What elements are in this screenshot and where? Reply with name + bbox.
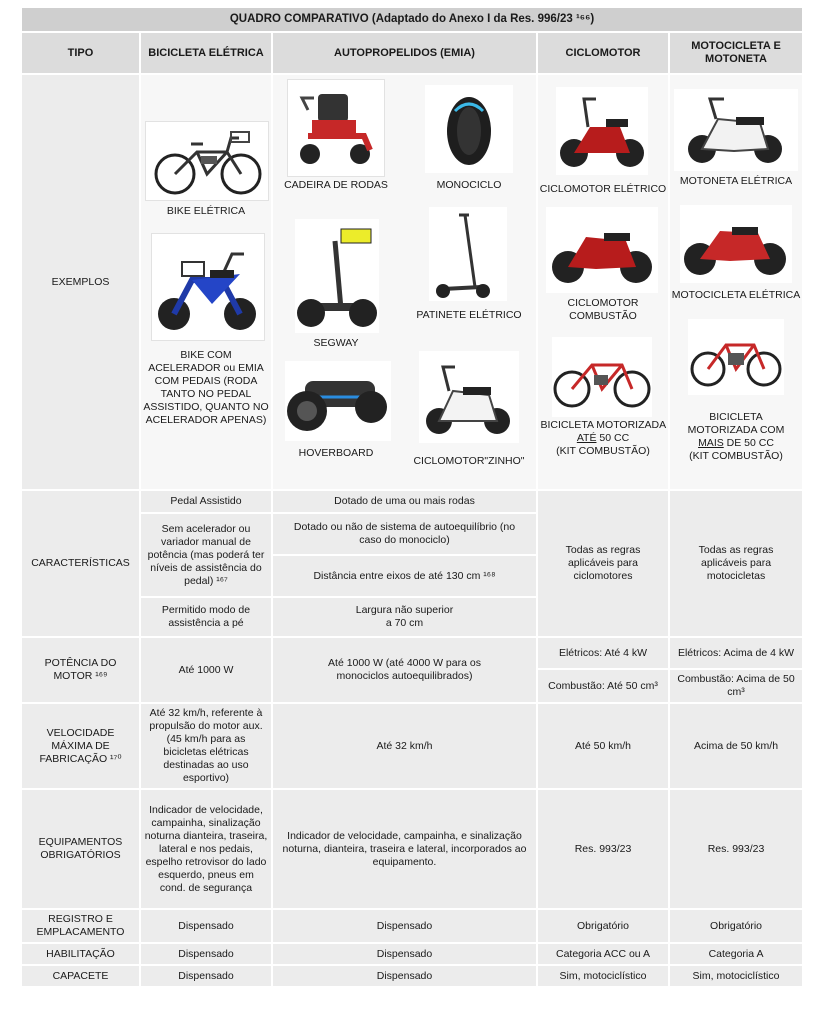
car-moto: Todas as regras aplicáveis para motocicletas <box>670 491 802 636</box>
caption-motocicleta-eletrica: MOTOCICLETA ELÉTRICA <box>671 289 801 301</box>
car-ciclo: Todas as regras aplicáveis para ciclomotores <box>538 491 668 636</box>
caption-bmm-mais: MAIS <box>698 437 724 449</box>
car-bike-pedal: Pedal Assistido <box>141 491 271 512</box>
car-emia-largura: Largura não superior a 70 cm <box>273 598 536 636</box>
car-emia-eixos: Distância entre eixos de até 130 cm ¹⁶⁸ <box>273 556 536 596</box>
header-autopropelidos: AUTOPROPELIDOS (EMIA) <box>273 33 536 73</box>
hab-bike: Dispensado <box>141 944 271 964</box>
row-label-velocidade: VELOCIDADE MÁXIMA DE FABRICAÇÃO ¹⁷⁰ <box>22 704 139 788</box>
caption-bike-acelerador: BIKE COM ACELERADOR ou EMIA COM PEDAIS (RODA TANTO NO PEDAL ASSISTIDO, QUANTO NO ACELERADOR APENAS) <box>143 349 269 426</box>
electric-scooter-moto-image <box>674 89 798 171</box>
caption-patinete-eletrico: PATINETE ELÉTRICO <box>416 309 522 321</box>
examples-moto-cell <box>670 75 802 489</box>
pot-emia: Até 1000 W (até 4000 W para os monociclos autoequilibrados) <box>273 638 536 702</box>
caption-motoneta-eletrica: MOTONETA ELÉTRICA <box>679 175 793 187</box>
reg-ciclo: Obrigatório <box>538 910 668 942</box>
caption-hoverboard: HOVERBOARD <box>298 447 374 459</box>
examples-ciclo-cell <box>538 75 668 489</box>
pot-bike: Até 1000 W <box>141 638 271 702</box>
vel-bike: Até 32 km/h, referente à propulsão do motor aux. (45 km/h para as bicicletas elétricas destinadas ao uso esportivo) <box>141 704 271 788</box>
monocycle-image <box>425 85 513 173</box>
wheelchair-image <box>287 79 385 177</box>
row-label-registro: REGISTRO E EMPLACAMENTO <box>22 910 139 942</box>
caption-bm-ate: ATÉ <box>576 432 597 444</box>
reg-bike: Dispensado <box>141 910 271 942</box>
hab-moto: Categoria A <box>670 944 802 964</box>
pot-ciclo-eletricos: Elétricos: Até 4 kW <box>538 638 668 668</box>
scooter-image <box>429 207 507 301</box>
vel-moto: Acima de 50 km/h <box>670 704 802 788</box>
caption-bm-50cc: 50 CC <box>599 432 630 444</box>
reg-emia: Dispensado <box>273 910 536 942</box>
cap-ciclo: Sim, motociclístico <box>538 966 668 986</box>
small-moped-image <box>419 351 519 443</box>
header-motocicleta: MOTOCICLETA E MOTONETA <box>670 33 802 73</box>
hab-ciclo: Categoria ACC ou A <box>538 944 668 964</box>
cap-bike: Dispensado <box>141 966 271 986</box>
vel-emia: Até 32 km/h <box>273 704 536 788</box>
electric-moped-image <box>556 87 648 175</box>
caption-monociclo: MONOCICLO <box>436 179 502 191</box>
header-bicicleta-eletrica: BICICLETA ELÉTRICA <box>141 33 271 73</box>
caption-bike-eletrica: BIKE ELÉTRICA <box>166 205 246 217</box>
caption-cadeira-de-rodas: CADEIRA DE RODAS <box>284 179 388 191</box>
caption-bicicleta-motorizada-ate <box>540 419 666 458</box>
header-ciclomotor: CICLOMOTOR <box>538 33 668 73</box>
caption-bmm-50cc: DE 50 CC <box>726 437 774 449</box>
caption-bm-text: BICICLETA MOTORIZADA <box>540 419 666 431</box>
row-label-equipamentos: EQUIPAMENTOS OBRIGATÓRIOS <box>22 790 139 908</box>
vel-ciclo: Até 50 km/h <box>538 704 668 788</box>
row-label-potencia: POTÊNCIA DO MOTOR ¹⁶⁹ <box>22 638 139 702</box>
car-emia-autoequilibrio: Dotado ou não de sistema de autoequilíbrio (no caso do monociclo) <box>273 514 536 554</box>
caption-bmm-kit: (KIT COMBUSTÃO) <box>689 450 783 462</box>
caption-ciclomotorzinho: CICLOMOTOR"ZINHO" <box>413 455 525 467</box>
pot-moto-eletricos: Elétricos: Acima de 4 kW <box>670 638 802 668</box>
cap-moto: Sim, motociclístico <box>670 966 802 986</box>
caption-bmm-text: BICICLETA MOTORIZADA COM <box>687 411 785 436</box>
car-bike-assistencia: Permitido modo de assistência a pé <box>141 598 271 636</box>
caption-ciclomotor-eletrico: CICLOMOTOR ELÉTRICO <box>539 183 667 195</box>
table-title: QUADRO COMPARATIVO (Adaptado do Anexo I da Res. 996/23 ¹⁶⁶) <box>22 8 802 31</box>
motorized-bicycle-large-image <box>688 319 784 395</box>
cap-emia: Dispensado <box>273 966 536 986</box>
equip-bike: Indicador de velocidade, campainha, sinalização noturna dianteira, traseira, lateral e nos pedais, espelho retrovisor do lado esquerdo, pneus em cond. de segurança <box>141 790 271 908</box>
hab-emia: Dispensado <box>273 944 536 964</box>
bike-accelerator-image <box>151 233 265 341</box>
comparison-table <box>20 6 804 988</box>
bike-electric-image <box>145 121 269 201</box>
examples-emia-cell <box>273 75 536 489</box>
row-label-exemplos: EXEMPLOS <box>22 75 139 489</box>
header-tipo: TIPO <box>22 33 139 73</box>
caption-segway: SEGWAY <box>313 337 359 349</box>
combustion-moped-image <box>546 207 658 293</box>
car-bike-acelerador: Sem acelerador ou variador manual de potência (mas poderá ter níveis de assistência do pedal) ¹⁶⁷ <box>141 514 271 596</box>
examples-bike-cell <box>141 75 271 489</box>
car-emia-rodas: Dotado de uma ou mais rodas <box>273 491 536 512</box>
equip-emia: Indicador de velocidade, campainha, e sinalização noturna, dianteira, traseira e lateral, incorporados ao equipamento. <box>273 790 536 908</box>
hoverboard-image <box>285 361 391 441</box>
motorized-bicycle-image <box>552 337 652 417</box>
row-label-capacete: CAPACETE <box>22 966 139 986</box>
equip-ciclo: Res. 993/23 <box>538 790 668 908</box>
reg-moto: Obrigatório <box>670 910 802 942</box>
pot-moto-combustao: Combustão: Acima de 50 cm³ <box>670 670 802 702</box>
segway-image <box>295 219 379 333</box>
row-label-caracteristicas: CARACTERÍSTICAS <box>22 491 139 636</box>
electric-motorcycle-image <box>680 205 792 283</box>
comparison-document <box>20 6 804 988</box>
caption-bm-kit: (KIT COMBUSTÃO) <box>556 445 650 457</box>
row-label-habilitacao: HABILITAÇÃO <box>22 944 139 964</box>
caption-ciclomotor-combustao: CICLOMOTOR COMBUSTÃO <box>567 297 639 322</box>
caption-bicicleta-motorizada-mais <box>674 411 798 463</box>
equip-moto: Res. 993/23 <box>670 790 802 908</box>
pot-ciclo-combustao: Combustão: Até 50 cm³ <box>538 670 668 702</box>
